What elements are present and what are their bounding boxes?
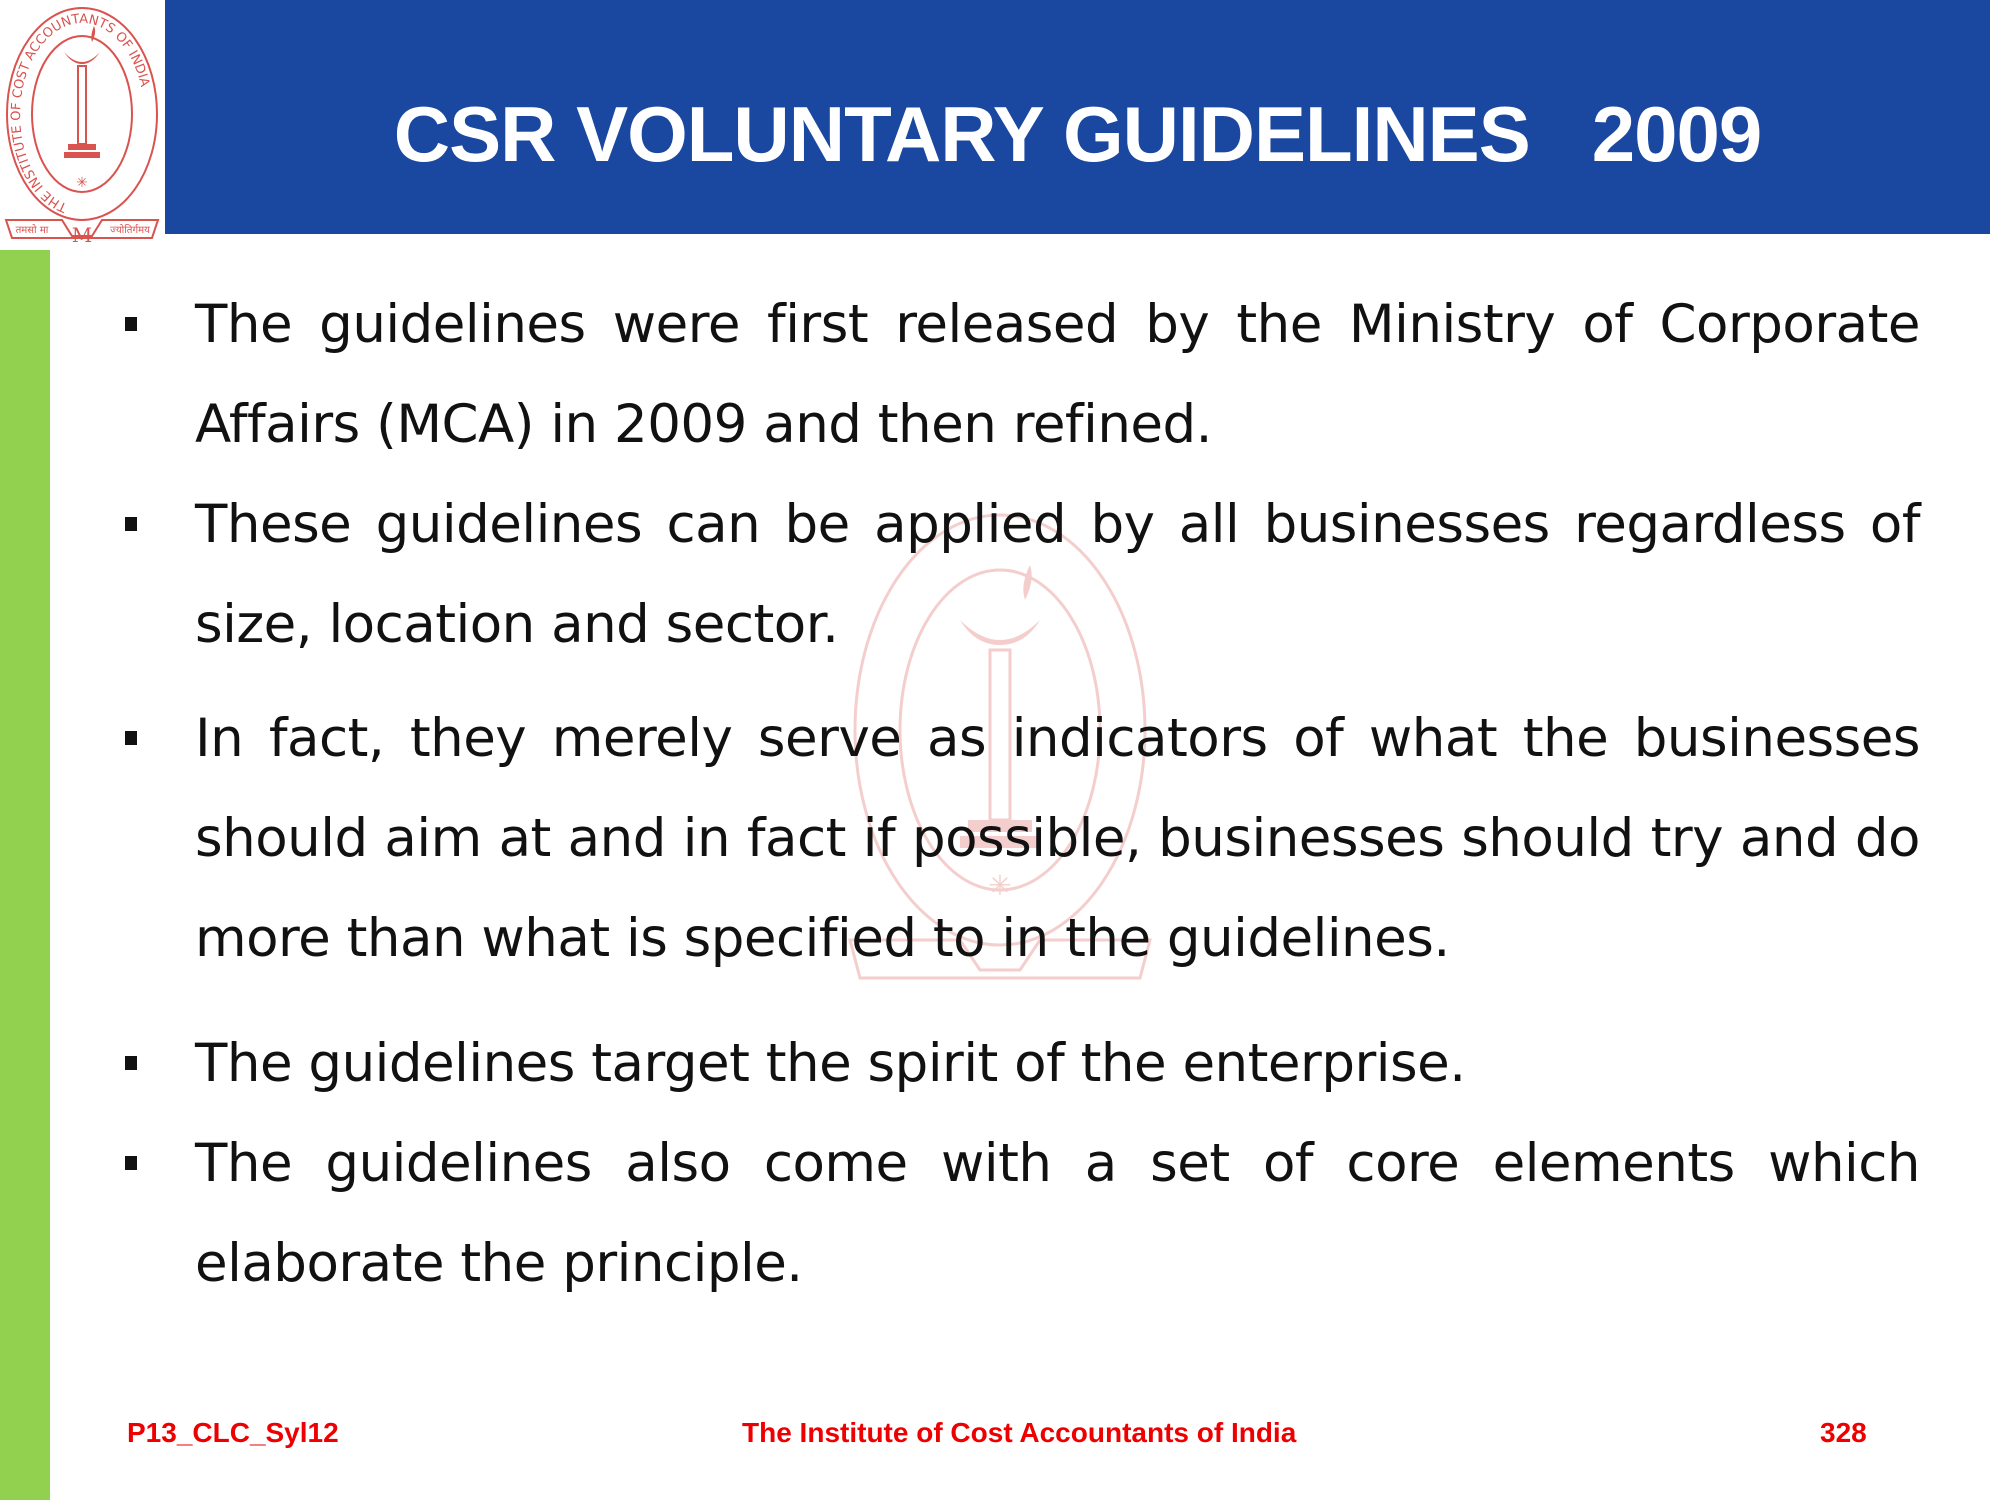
slide-title: CSR VOLUNTARY GUIDELINES 2009 [393,90,1762,178]
bullet-text: The guidelines were first released by the Ministry of Corporate Affairs (MCA) in 2009 and then refined. [195,294,1920,455]
bullet-text: The guidelines also come with a set of core elements which elaborate the principle. [195,1133,1920,1294]
svg-text:✳: ✳ [76,175,88,191]
bullet-text: The guidelines target the spirit of the enterprise. [195,1033,1466,1094]
footer-institute: The Institute of Cost Accountants of India [742,1417,1297,1448]
list-item [120,275,1920,475]
bullet-text: These guidelines can be applied by all businesses regardless of size, location and sector. [195,494,1920,655]
logo-motto-left: तमसो मा [15,225,49,236]
bullet-list [120,275,1920,1314]
svg-text:✳: ✳ [988,869,1012,902]
logo-motto-right: ज्योतिर्गमय [110,225,150,236]
footer-code: P13_CLC_Syl12 [127,1417,339,1448]
bullet-square-icon [125,317,137,331]
list-item [120,1114,1920,1314]
list-item [120,475,1920,675]
bullet-text: In fact, they merely serve as indicators of what the businesses should aim at and in fact if possible, businesses should try and do more than what is specified to in the guidelines. [195,708,1920,969]
bullet-square-icon [125,517,137,531]
list-item [120,1014,1920,1114]
bullet-square-icon [125,1056,137,1070]
bullet-square-icon [125,1156,137,1170]
institute-logo [2,2,162,247]
bullet-square-icon [125,731,137,745]
logo-ring-text: THE INSTITUTE OF COST ACCOUNTANTS OF INDIA [9,11,152,215]
title-banner [165,0,1990,234]
side-accent-bar [0,250,50,1500]
list-item [120,689,1920,989]
logo-letter: M [71,223,93,247]
page-number: 328 [1820,1417,1867,1448]
